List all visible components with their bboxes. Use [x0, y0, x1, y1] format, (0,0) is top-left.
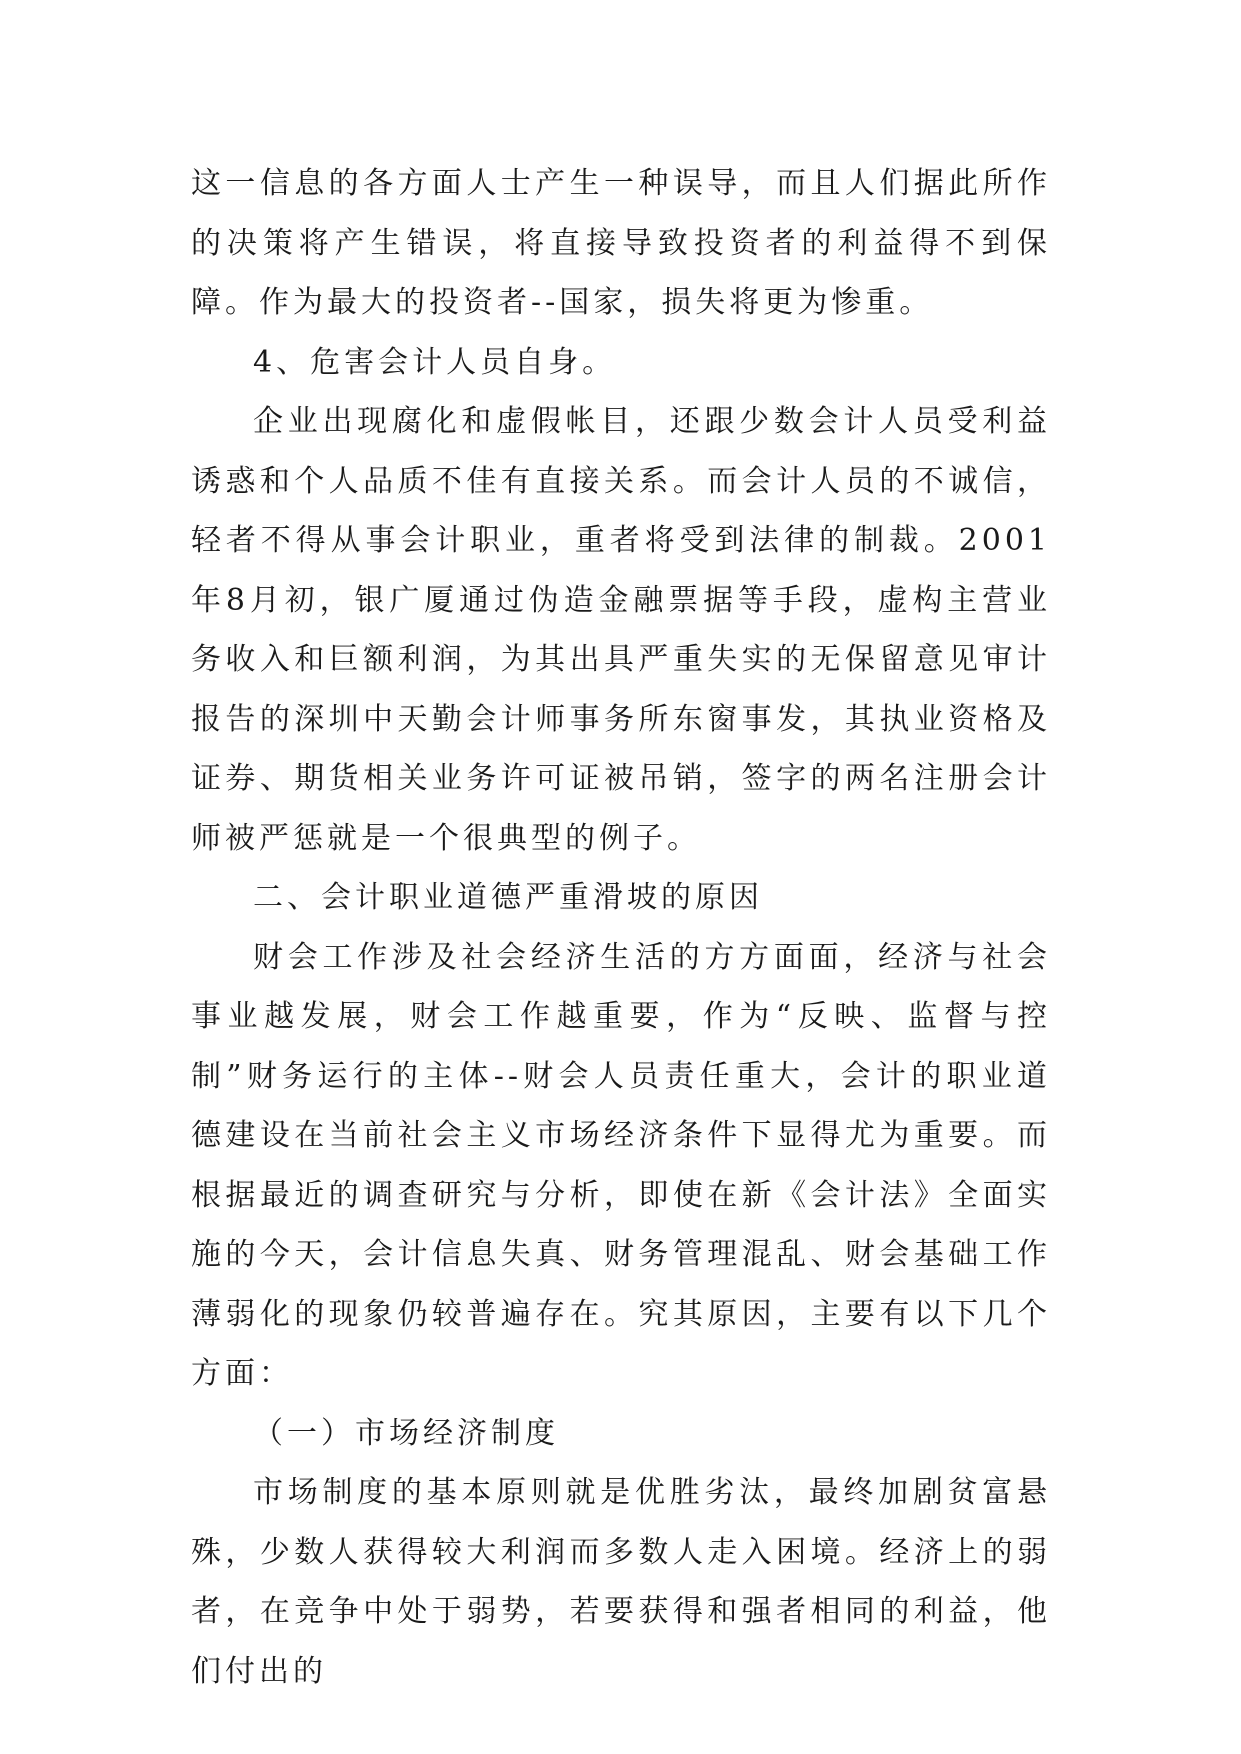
paragraph-accountant-integrity: 企业出现腐化和虚假帐目，还跟少数会计人员受利益诱惑和个人品质不佳有直接关系。而会计人员的不诚信，轻者不得从事会计职业，重者将受到法律的制裁。2001年8月初，银广厦通过伪造金融票据等手段，虚构主营业务收入和巨额利润，为其出具严重失实的无保留意见审计报告的深圳中天勤会计师事务所东窗事发，其执业资格及证券、期货相关业务许可证被吊销，签字的两名注册会计师被严惩就是一个很典型的例子。 [191, 404, 1051, 856]
paragraph-accounting-importance: 财会工作涉及社会经济生活的方方面面，经济与社会事业越发展，财会工作越重要，作为“反映、监督与控制”财务运行的主体--财会人员责任重大，会计的职业道德建设在当前社会主义市场经济条件下显得尤为重要。而根据最近的调查研究与分析，即使在新《会计法》全面实施的今天，会计信息失真、财务管理混乱、财会基础工作薄弱化的现象仍较普遍存在。究其原因，主要有以下几个方面： [191, 939, 1051, 1391]
paragraph-item-4-heading: 4、危害会计人员自身。 [253, 344, 617, 380]
document-body [191, 154, 1051, 1701]
paragraph-market-system: 市场制度的基本原则就是优胜劣汰，最终加剧贫富悬殊，少数人获得较大利润而多数人走入困境。经济上的弱者，在竞争中处于弱势，若要获得和强者相同的利益，他们付出的 [191, 1475, 1051, 1689]
section-heading-causes: 二、会计职业道德严重滑坡的原因 [253, 880, 763, 915]
subsection-heading-market-economy: （一）市场经济制度 [253, 1415, 559, 1451]
paragraph-continuation: 这一信息的各方面人士产生一种误导，而且人们据此所作的决策将产生错误，将直接导致投资者的利益得不到保障。作为最大的投资者--国家，损失将更为惨重。 [191, 166, 1051, 320]
